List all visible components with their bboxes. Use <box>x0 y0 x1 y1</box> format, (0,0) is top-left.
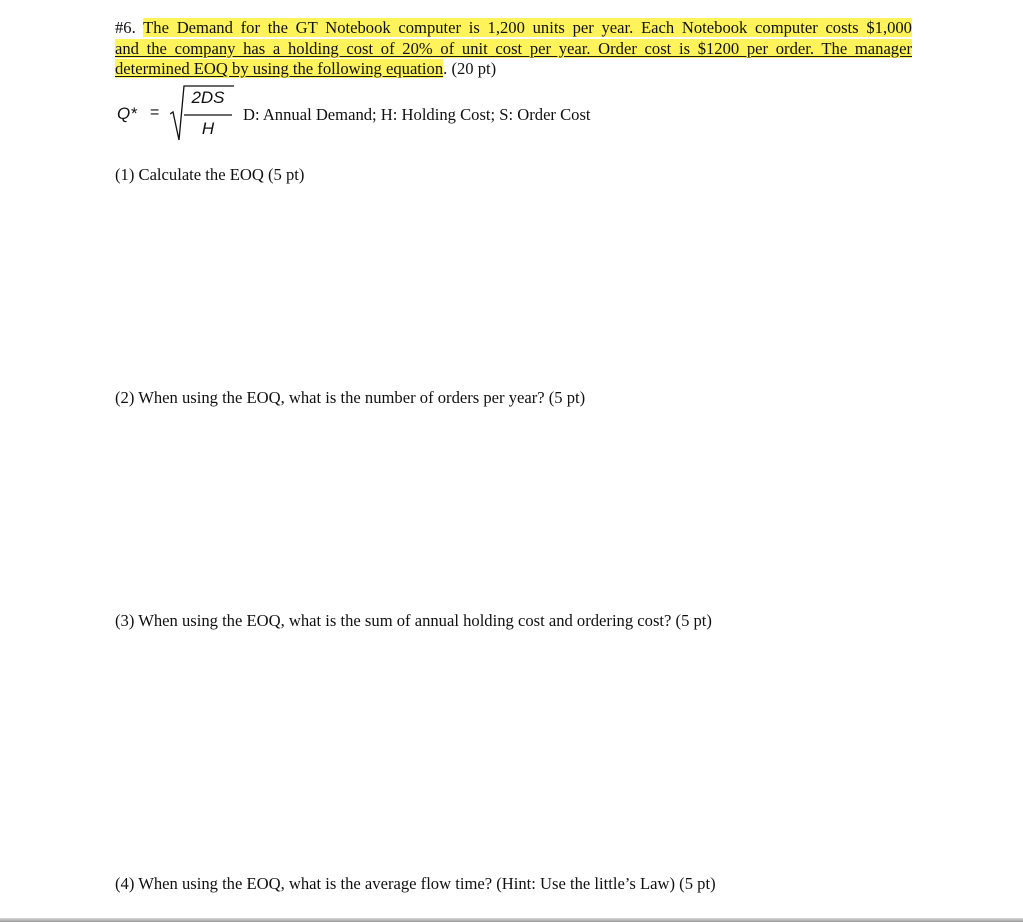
problem-line-2 <box>115 39 912 60</box>
formula-equals: = <box>150 104 160 121</box>
problem-line-1 <box>115 18 912 39</box>
eoq-formula <box>117 84 637 144</box>
question-4: (4) When using the EOQ, what is the average flow time? (Hint: Use the little’s Law) (5 pt) <box>115 874 716 893</box>
page-bottom-edge <box>0 918 1023 922</box>
highlighted-underlined-text: and the company has a holding cost of 20% of unit cost per year. Order cost is $1200 per order. The manager <box>115 38 912 58</box>
problem-line-3 <box>115 59 912 80</box>
problem-number: #6. <box>115 18 136 37</box>
formula-lhs: Q* <box>117 104 137 123</box>
formula-legend: D: Annual Demand; H: Holding Cost; S: Order Cost <box>243 105 591 124</box>
period: . <box>443 59 448 78</box>
highlighted-text: The Demand for the GT Notebook computer is 1,200 units per year. Each Notebook computer costs $1,000 <box>143 18 912 37</box>
formula-numerator: 2DS <box>191 88 225 107</box>
problem-points: (20 pt) <box>451 59 497 78</box>
problem-statement <box>115 18 912 80</box>
highlighted-underlined-text: determined EOQ by using the following equation <box>115 59 444 78</box>
question-1: (1) Calculate the EOQ (5 pt) <box>115 165 305 184</box>
question-3: (3) When using the EOQ, what is the sum of annual holding cost and ordering cost? (5 pt) <box>115 611 712 630</box>
question-2: (2) When using the EOQ, what is the number of orders per year? (5 pt) <box>115 388 586 407</box>
formula-denominator: H <box>201 119 215 138</box>
